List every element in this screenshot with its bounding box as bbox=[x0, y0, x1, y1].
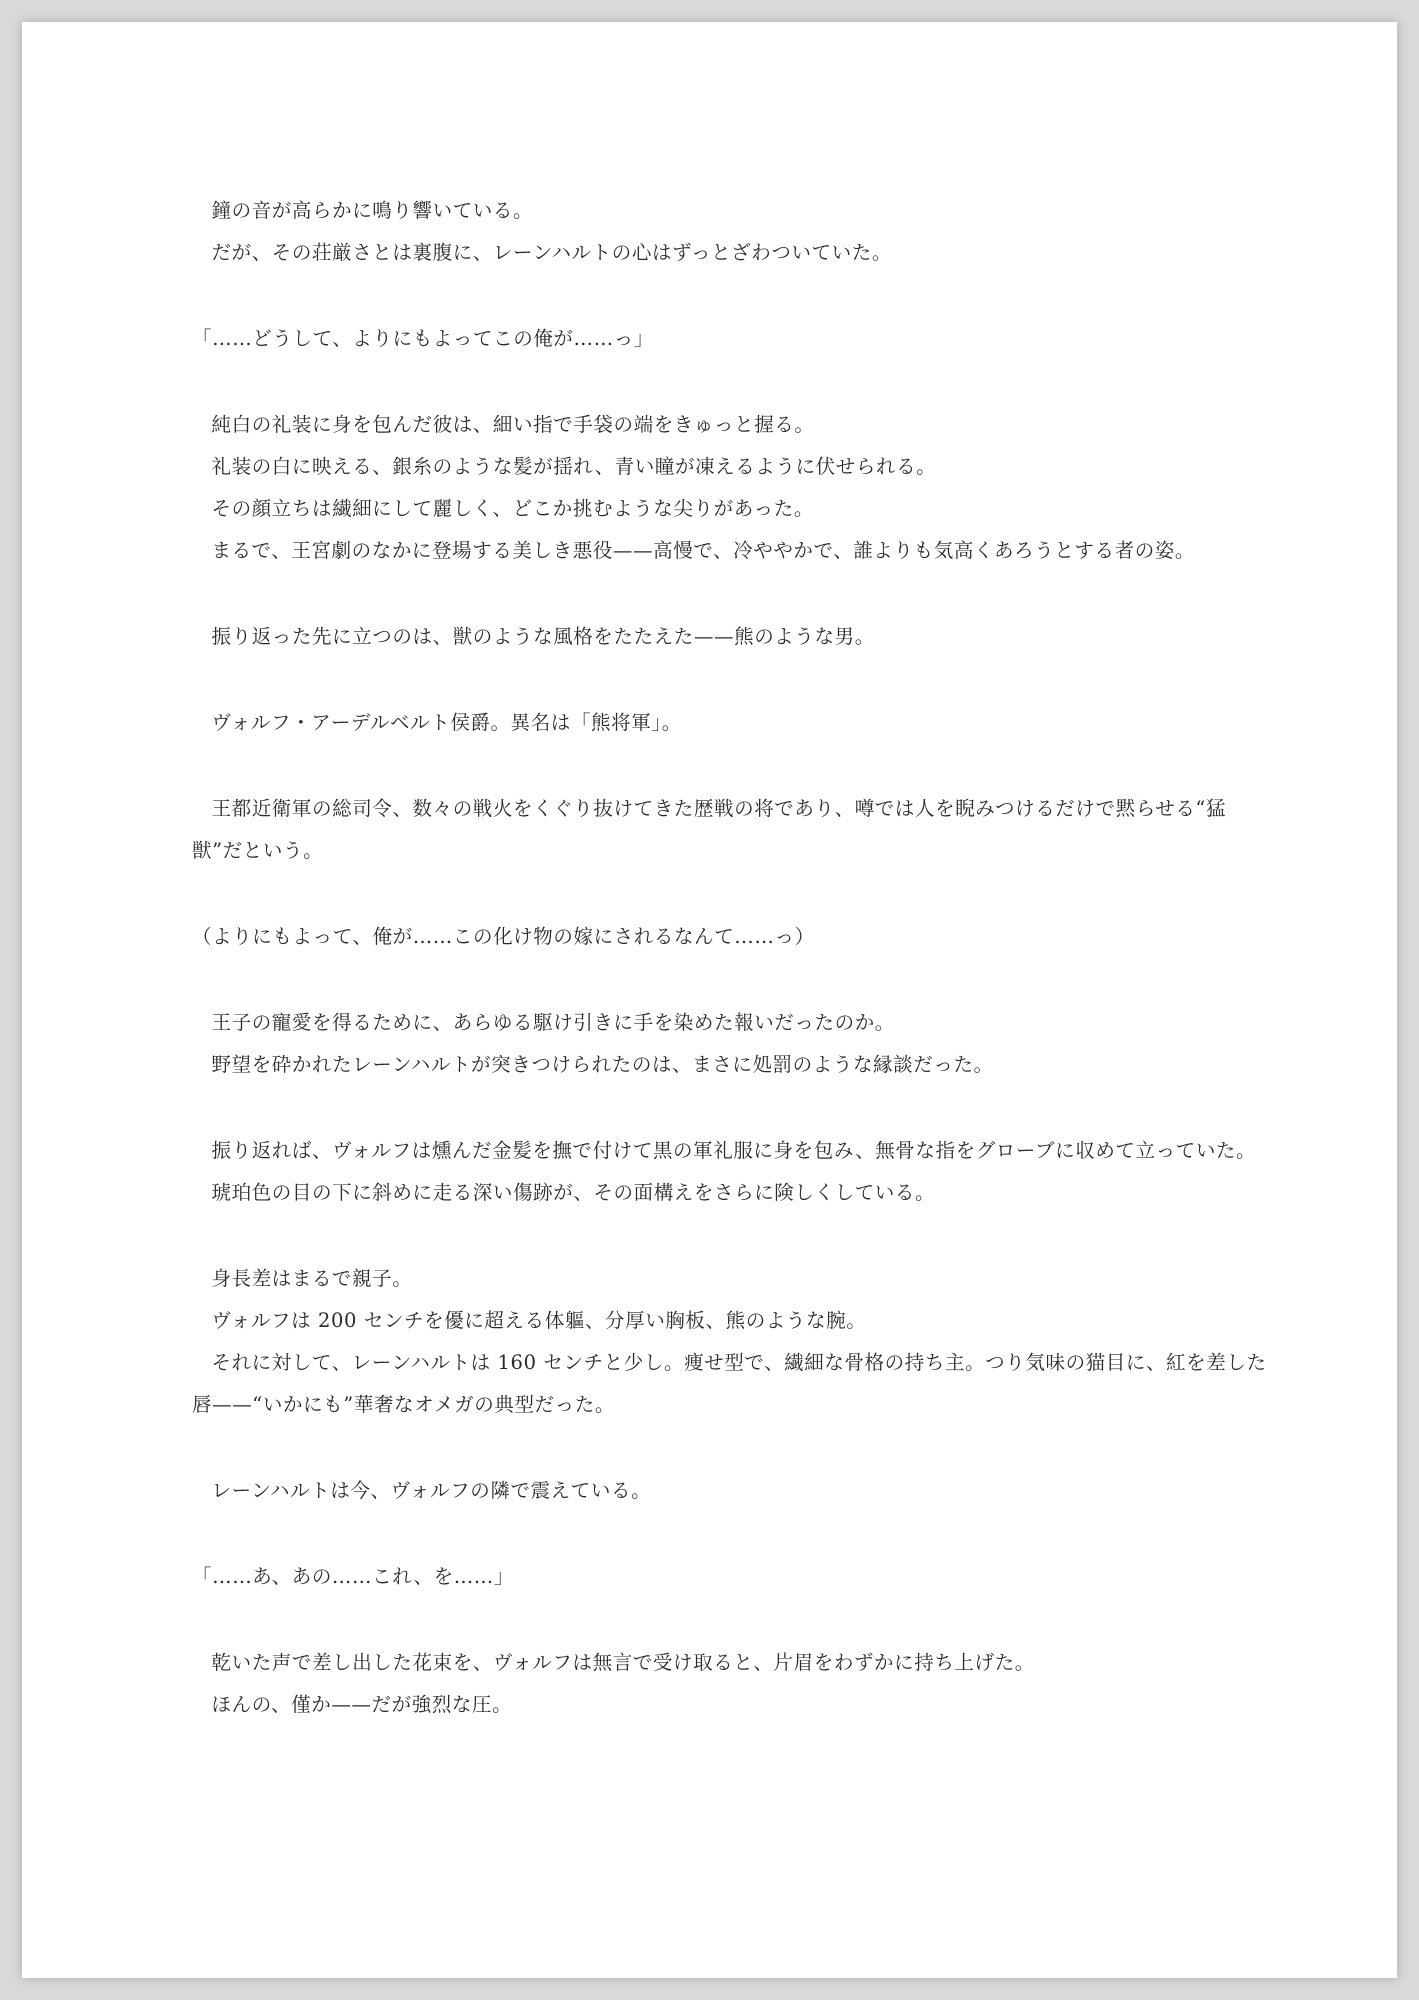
paragraph: 振り返った先に立つのは、獣のような風格をたたえた——熊のような男。 bbox=[211, 625, 875, 648]
paragraph: ヴォルフ・アーデルベルト侯爵。異名は「熊将軍」。 bbox=[211, 711, 682, 734]
dialogue-line: 「……あ、あの……これ、を……」 bbox=[192, 1565, 514, 1588]
paragraph: その顔立ちは繊細にして麗しく、どこか挑むような尖りがあった。 bbox=[211, 497, 814, 520]
paragraph-gap bbox=[192, 1086, 1274, 1130]
inner-monologue: （よりにもよって、俺が……この化け物の嫁にされるなんて……っ） bbox=[192, 925, 815, 948]
document-body bbox=[192, 190, 1274, 1726]
dialogue-line: 「……どうして、よりにもよってこの俺が……っ」 bbox=[192, 327, 654, 350]
paragraph: ヴォルフは 200 センチを優に超える体軀、分厚い胸板、熊のような腕。 bbox=[211, 1309, 867, 1332]
document-page bbox=[22, 22, 1397, 1978]
paragraph-gap bbox=[192, 1598, 1274, 1642]
paragraph: 振り返れば、ヴォルフは燻んだ金髪を撫で付けて黒の軍礼服に身を包み、無骨な指をグローブに収めて立っていた。 bbox=[211, 1139, 1257, 1162]
paragraph: だが、その荘厳さとは裏腹に、レーンハルトの心はずっとざわついていた。 bbox=[211, 241, 892, 264]
paragraph-gap bbox=[192, 658, 1274, 702]
paragraph: 王都近衛軍の総司令、数々の戦火をくぐり抜けてきた歴戦の将であり、噂では人を睨みつけるだけで黙らせる“猛獣”だという。 bbox=[192, 797, 1227, 862]
paragraph: 鐘の音が高らかに鳴り響いている。 bbox=[211, 199, 534, 222]
paragraph: 身長差はまるで親子。 bbox=[211, 1267, 413, 1290]
paragraph-gap bbox=[192, 1512, 1274, 1556]
paragraph: 琥珀色の目の下に斜めに走る深い傷跡が、その面構えをさらに険しくしている。 bbox=[211, 1181, 936, 1204]
paragraph: それに対して、レーンハルトは 160 センチと少し。痩せ型で、繊細な骨格の持ち主。つり気味の猫目に、紅を差した唇——“いかにも”華奢なオメガの典型だった。 bbox=[192, 1351, 1267, 1416]
paragraph-gap bbox=[192, 360, 1274, 404]
paragraph-gap bbox=[192, 572, 1274, 616]
paragraph-gap bbox=[192, 274, 1274, 318]
paragraph-gap bbox=[192, 1214, 1274, 1258]
paragraph: 野望を砕かれたレーンハルトが突きつけられたのは、まさに処罰のような縁談だった。 bbox=[211, 1053, 994, 1076]
paragraph: 純白の礼装に身を包んだ彼は、細い指で手袋の端をきゅっと握る。 bbox=[211, 413, 815, 436]
paragraph: レーンハルトは今、ヴォルフの隣で震えている。 bbox=[211, 1479, 652, 1502]
paragraph: ほんの、僅か——だが強烈な圧。 bbox=[211, 1693, 513, 1716]
paragraph: まるで、王宮劇のなかに登場する美しき悪役——高慢で、冷ややかで、誰よりも気高くあろうとする者の姿。 bbox=[211, 539, 1196, 562]
paragraph: 王子の寵愛を得るために、あらゆる駆け引きに手を染めた報いだったのか。 bbox=[211, 1011, 895, 1034]
paragraph: 礼装の白に映える、銀糸のような髪が揺れ、青い瞳が凍えるように伏せられる。 bbox=[211, 455, 937, 478]
paragraph-gap bbox=[192, 958, 1274, 1002]
paragraph: 乾いた声で差し出した花束を、ヴォルフは無言で受け取ると、片眉をわずかに持ち上げた。 bbox=[211, 1651, 1035, 1674]
paragraph-gap bbox=[192, 744, 1274, 788]
paragraph-gap bbox=[192, 1426, 1274, 1470]
paragraph-gap bbox=[192, 872, 1274, 916]
